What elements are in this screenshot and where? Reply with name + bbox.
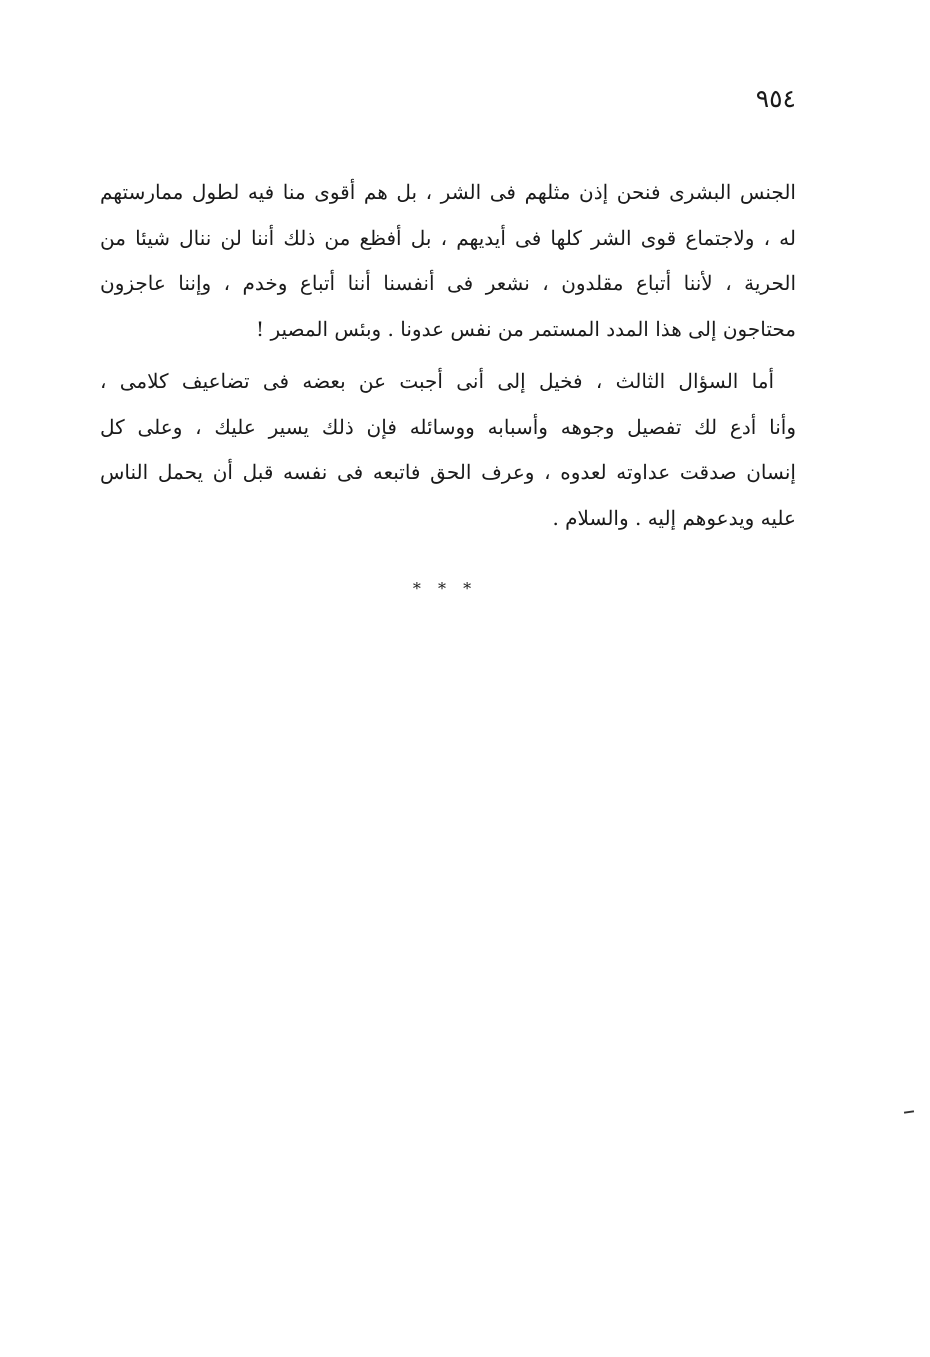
paragraph-1: [100, 170, 796, 352]
scan-mark: [904, 1110, 914, 1113]
page-number: ٩٥٤: [755, 84, 796, 113]
text-line: له ، ولاجتماع قوى الشر كلها فى أيديهم ، بل أفظع من ذلك أننا لن ننال شيئا من: [100, 225, 796, 250]
section-separator: * * *: [412, 579, 478, 598]
paragraph-2: [100, 359, 796, 541]
text-line: عليه ويدعوهم إليه . والسلام .: [552, 505, 796, 530]
text-line: الجنس البشرى فنحن إذن مثلهم فى الشر ، بل هم أقوى منا فيه لطول ممارستهم: [100, 180, 796, 204]
text-line: أما السؤال الثالث ، فخيل إلى أنى أجبت عن بعضه فى تضاعيف كلامى ،: [100, 369, 774, 393]
text-line: وأنا أدع لك تفصيل وجوهه وأسبابه ووسائله فإن ذلك يسير عليك ، وعلى كل: [100, 414, 796, 439]
text-line: محتاجون إلى هذا المدد المستمر من نفس عدونا . وبئس المصير !: [256, 316, 796, 341]
text-line: إنسان صدقت عداوته لعدوه ، وعرف الحق فاتبعه فى نفسه قبل أن يحمل الناس: [100, 460, 796, 484]
text-line: الحرية ، لأننا أتباع مقلدون ، نشعر فى أنفسنا أننا أتباع وخدم ، وإننا عاجزون: [100, 271, 796, 295]
text-body: [100, 170, 796, 541]
